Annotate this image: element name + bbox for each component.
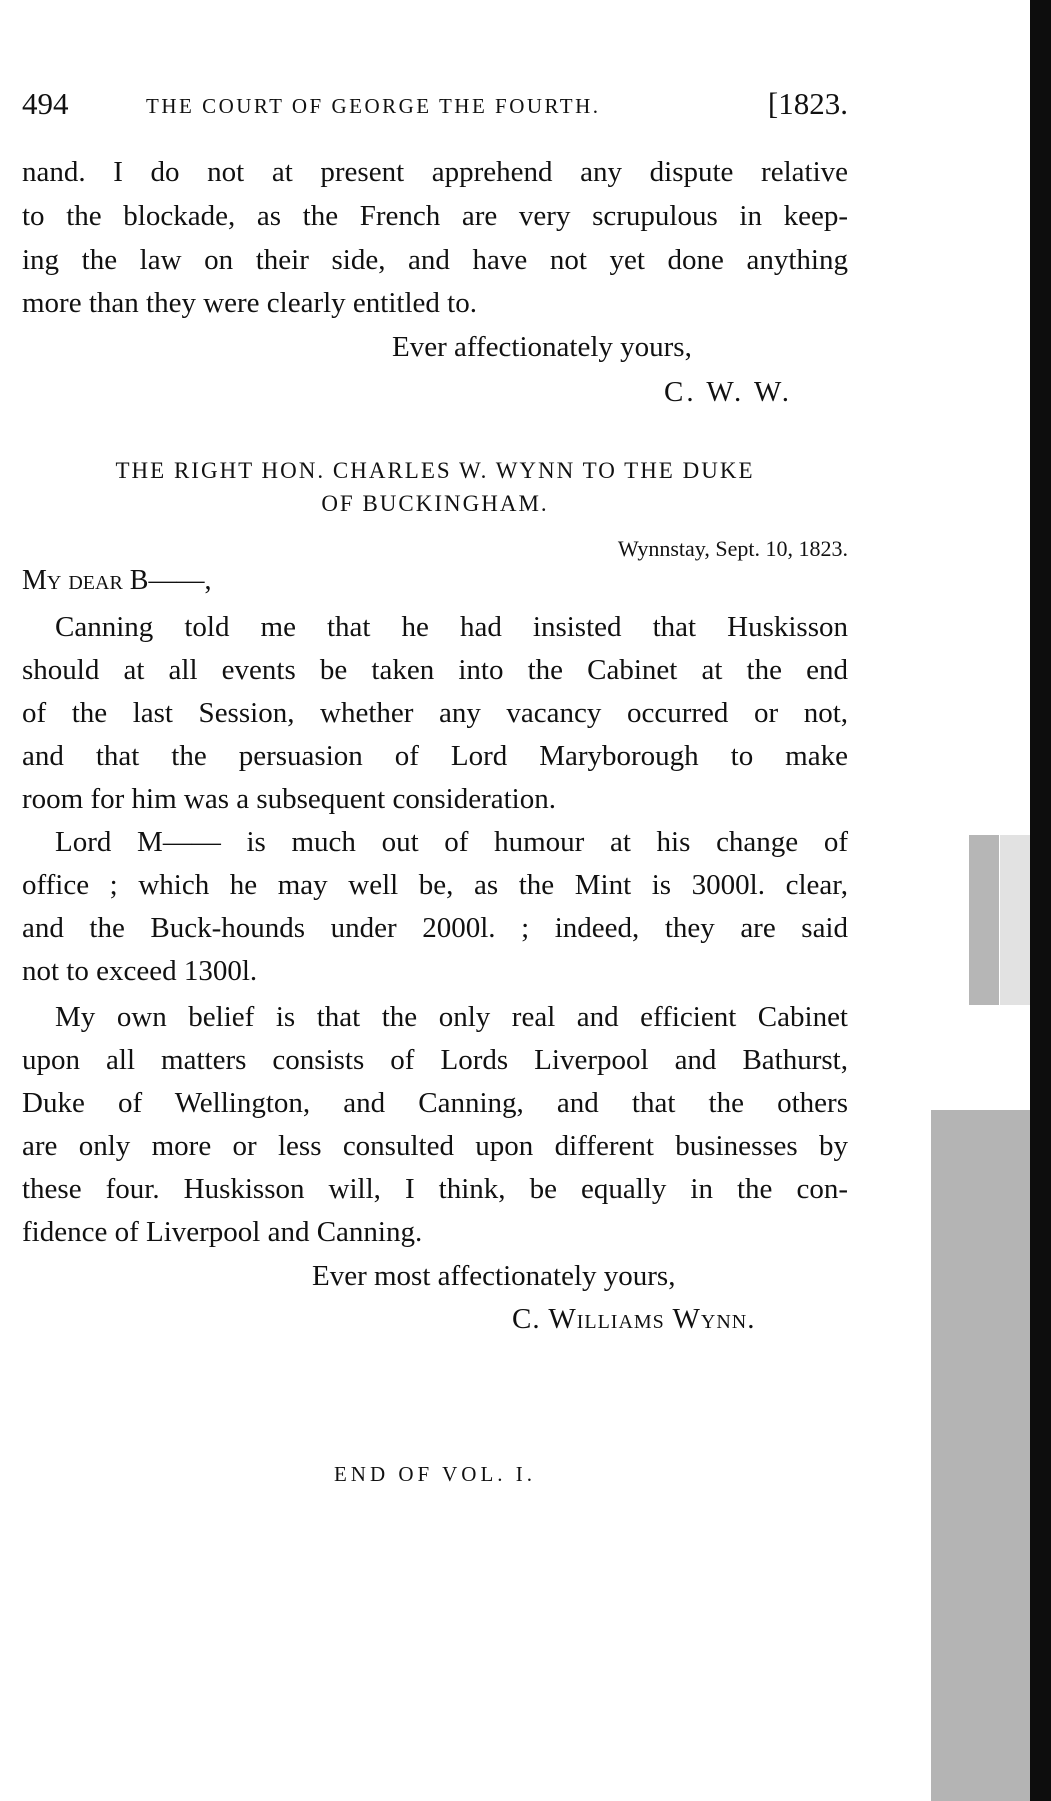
text-line: not to exceed 1300l. [22, 955, 258, 987]
text-line: ing the law on their side, and have not yet done anything [22, 244, 848, 276]
text-line: should at all events be taken into the Cabinet at the end [22, 654, 848, 686]
letter-closing: Ever affectionately yours, [392, 331, 692, 363]
end-of-volume-note: END OF VOL. I. [333, 1462, 537, 1486]
text-line: Lord M—— is much out of humour at his change of [55, 826, 848, 858]
text-line: Canning told me that he had insisted that Huskisson [55, 611, 848, 643]
text-line: these four. Huskisson will, I think, be equally in the con- [22, 1173, 848, 1205]
text-line: office ; which he may well be, as the Mint is 3000l. clear, [22, 869, 848, 901]
text-line: fidence of Liverpool and Canning. [22, 1216, 423, 1248]
text-line: and the Buck-hounds under 2000l. ; indeed, they are said [22, 912, 848, 944]
letter-closing: Ever most affectionately yours, [312, 1260, 676, 1292]
text-line: nand. I do not at present apprehend any dispute relative [22, 156, 848, 188]
page-edge-block [931, 1110, 1030, 1801]
running-header [22, 86, 848, 126]
text-line: My own belief is that the only real and efficient Cabinet [55, 1001, 848, 1033]
text-line: to the blockade, as the French are very scrupulous in keep- [22, 200, 848, 232]
text-line: upon all matters consists of Lords Liverpool and Bathurst, [22, 1044, 848, 1076]
page-edge-tab [1000, 835, 1030, 1005]
letter-heading-line-2: OF BUCKINGHAM. [321, 491, 549, 516]
letter-heading-line-1: THE RIGHT HON. CHARLES W. WYNN TO THE DUKE [115, 458, 755, 483]
running-year: [1823. [767, 86, 848, 121]
letter-salutation: My dear B——, [22, 565, 212, 596]
letter-signature: C. Williams Wynn. [512, 1303, 756, 1335]
text-line: Duke of Wellington, and Canning, and that the others [22, 1087, 848, 1119]
running-title: THE COURT OF GEORGE THE FOURTH. [146, 94, 601, 118]
text-line: are only more or less consulted upon different businesses by [22, 1130, 848, 1162]
page-edge-shadow [1030, 0, 1051, 1801]
text-line: of the last Session, whether any vacancy occurred or not, [22, 697, 848, 729]
page-edge-tab [969, 835, 999, 1005]
page-number: 494 [22, 86, 69, 121]
letter-signature: C. W. W. [664, 376, 792, 408]
text-line: more than they were clearly entitled to. [22, 287, 477, 319]
letter-dateline: Wynnstay, Sept. 10, 1823. [617, 536, 848, 561]
text-line: and that the persuasion of Lord Maryborough to make [22, 740, 848, 772]
text-line: room for him was a subsequent consideration. [22, 783, 556, 815]
